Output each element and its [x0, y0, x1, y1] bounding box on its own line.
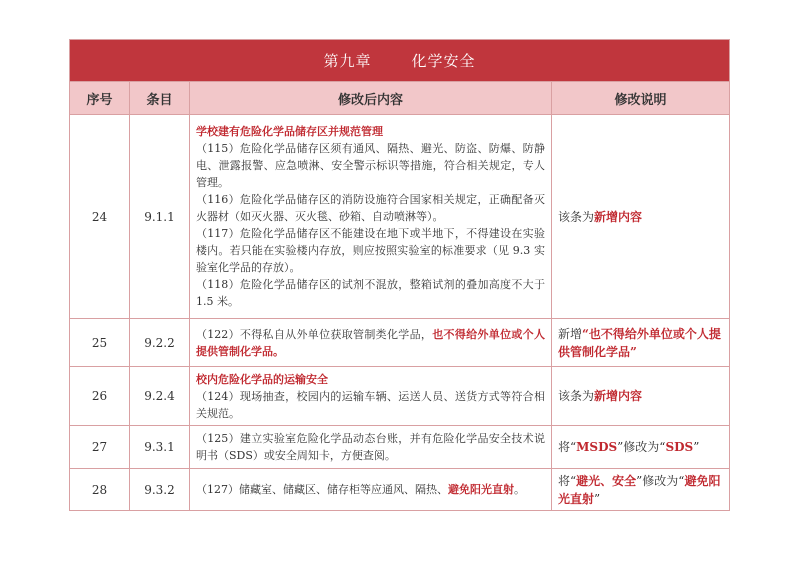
row-content — [190, 469, 552, 511]
content-highlight: 也不得给外单位或个人提供管制化学品。 — [196, 327, 545, 358]
note-text: 该条为 — [558, 389, 595, 403]
row-content — [190, 367, 552, 426]
row-item: 9.3.2 — [130, 469, 190, 511]
content-paragraph: （124）现场抽查，校园内的运输车辆、运送人员、送货方式等符合相关规范。 — [196, 389, 545, 420]
row-seq: 25 — [70, 319, 130, 367]
note-text: 将“ — [558, 473, 577, 488]
row-seq: 28 — [70, 469, 130, 511]
row-note — [552, 319, 730, 367]
row-content — [190, 115, 552, 319]
header-seq: 序号 — [70, 82, 130, 115]
table-row — [70, 426, 730, 469]
content-highlight: 避免阳光直射 — [448, 483, 514, 496]
content-text: （127）储藏室、储藏区、储存柜等应通风、隔热、 — [196, 483, 448, 496]
content-heading: 校内危险化学品的运输安全 — [196, 372, 328, 386]
header-row — [70, 82, 730, 115]
table-row — [70, 319, 730, 367]
note-text: ” — [594, 491, 601, 506]
note-text: ”修改为“ — [636, 473, 685, 488]
note-highlight: 避免阳光直射 — [558, 473, 721, 506]
row-item: 9.2.2 — [130, 319, 190, 367]
table-row — [70, 115, 730, 319]
note-text: ”修改为“ — [617, 440, 666, 454]
revision-table — [69, 39, 730, 511]
content-paragraph: （118）危险化学品储存区的试剂不混放，整箱试剂的叠加高度不大于 1.5 米。 — [196, 278, 545, 308]
note-highlight: SDS — [665, 440, 694, 454]
note-text: ” — [693, 440, 700, 454]
chapter-title — [70, 40, 730, 82]
row-item: 9.2.4 — [130, 367, 190, 426]
chapter-name: 化学安全 — [411, 52, 476, 70]
row-content — [190, 426, 552, 469]
revision-table-container — [69, 39, 729, 511]
row-item: 9.1.1 — [130, 115, 190, 319]
note-text: 该条为 — [558, 209, 595, 224]
note-text: 新增 — [558, 326, 583, 341]
row-seq: 27 — [70, 426, 130, 469]
content-text: （125）建立实验室危险化学品动态台账，并有危险化学品安全技术说明书（SDS）或安全周知卡，方便查阅。 — [196, 432, 545, 462]
header-note: 修改说明 — [552, 82, 730, 115]
row-note — [552, 115, 730, 319]
note-text: 将“ — [558, 440, 577, 454]
title-row — [70, 40, 730, 82]
content-heading: 学校建有危险化学品储存区并规范管理 — [196, 125, 383, 138]
content-paragraph: （115）危险化学品储存区须有通风、隔热、避光、防盗、防爆、防静电、泄露报警、应急喷淋、安全警示标识等措施，符合相关规定，专人管理。 — [196, 142, 545, 189]
header-item: 条目 — [130, 82, 190, 115]
note-highlight: “也不得给外单位或个人提供管制化学品” — [558, 326, 721, 359]
note-highlight: 避光、安全 — [576, 473, 637, 488]
content-paragraph: （116）危险化学品储存区的消防设施符合国家相关规定，正确配备灭火器材（如灭火器、灭火毯、砂箱、自动喷淋等）。 — [196, 193, 545, 223]
row-note — [552, 469, 730, 511]
row-note — [552, 367, 730, 426]
note-highlight: 新增内容 — [594, 209, 643, 224]
table-row — [70, 469, 730, 511]
table-row — [70, 367, 730, 426]
note-highlight: MSDS — [576, 440, 618, 454]
content-text: （122）不得私自从外单位获取管制类化学品， — [196, 327, 433, 341]
content-paragraph: （117）危险化学品储存区不能建设在地下或半地下，不得建设在实验楼内。若只能在实验楼内存放，则应按照实验室的标准要求（见 9.3 实验室化学品的存放）。 — [196, 227, 545, 274]
content-text: 。 — [514, 483, 525, 496]
row-item: 9.3.1 — [130, 426, 190, 469]
header-content: 修改后内容 — [190, 82, 552, 115]
note-highlight: 新增内容 — [594, 389, 643, 403]
row-note — [552, 426, 730, 469]
chapter-number: 第九章 — [323, 52, 372, 70]
row-seq: 24 — [70, 115, 130, 319]
row-content — [190, 319, 552, 367]
row-seq: 26 — [70, 367, 130, 426]
